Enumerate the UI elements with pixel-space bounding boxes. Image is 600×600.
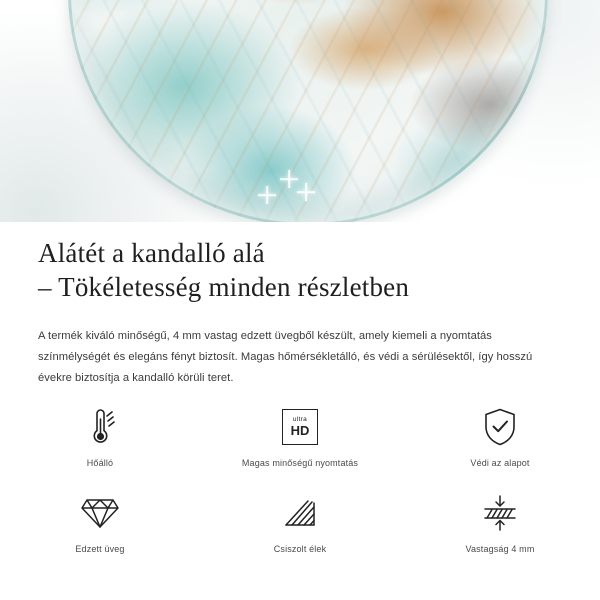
headline-line-1: Alátét a kandalló alá: [38, 238, 265, 268]
feature-item-polished-edges: [200, 484, 400, 570]
description-paragraph: A termék kiváló minőségű, 4 mm vastag edzett üvegből készült, amely kiemeli a nyomtatás színmélységét és elegáns fényt biztosít. Magas hőmérsékletálló, és védi a sérülésektől, így hosszú évekre biztosítja a kandalló körüli teret.: [38, 330, 533, 384]
page-title: [0, 222, 600, 304]
feature-label: Csiszolt élek: [273, 544, 327, 554]
thermometer-icon: [81, 406, 119, 448]
feature-item-thickness: [400, 484, 600, 570]
feature-item-print-quality: [200, 398, 400, 484]
feature-label: Edzett üveg: [75, 544, 125, 554]
feature-item-protects-surface: [400, 398, 600, 484]
ultra-hd-badge-bottom: HD: [290, 423, 310, 439]
feature-label: Magas minőségű nyomtatás: [241, 458, 359, 468]
feature-item-heat-resistant: [0, 398, 200, 484]
polished-edges-icon: [280, 492, 320, 534]
feature-label: Vastagság 4 mm: [465, 544, 535, 554]
feature-grid: [0, 398, 600, 570]
diamond-icon: [79, 492, 121, 534]
glass-plate-image: [68, 0, 548, 222]
ultra-hd-badge-top: ultra: [292, 415, 308, 423]
headline-line-2: – Tökéletesség minden részletben: [38, 272, 410, 302]
ultra-hd-icon: [282, 406, 318, 448]
feature-item-tempered-glass: [0, 484, 200, 570]
hero-image: [0, 0, 600, 222]
thickness-arrows-icon: [479, 492, 521, 534]
feature-label: Védi az alapot: [470, 458, 530, 468]
shield-check-icon: [481, 406, 519, 448]
text-content: [0, 222, 600, 389]
feature-label: Hőálló: [86, 458, 114, 468]
